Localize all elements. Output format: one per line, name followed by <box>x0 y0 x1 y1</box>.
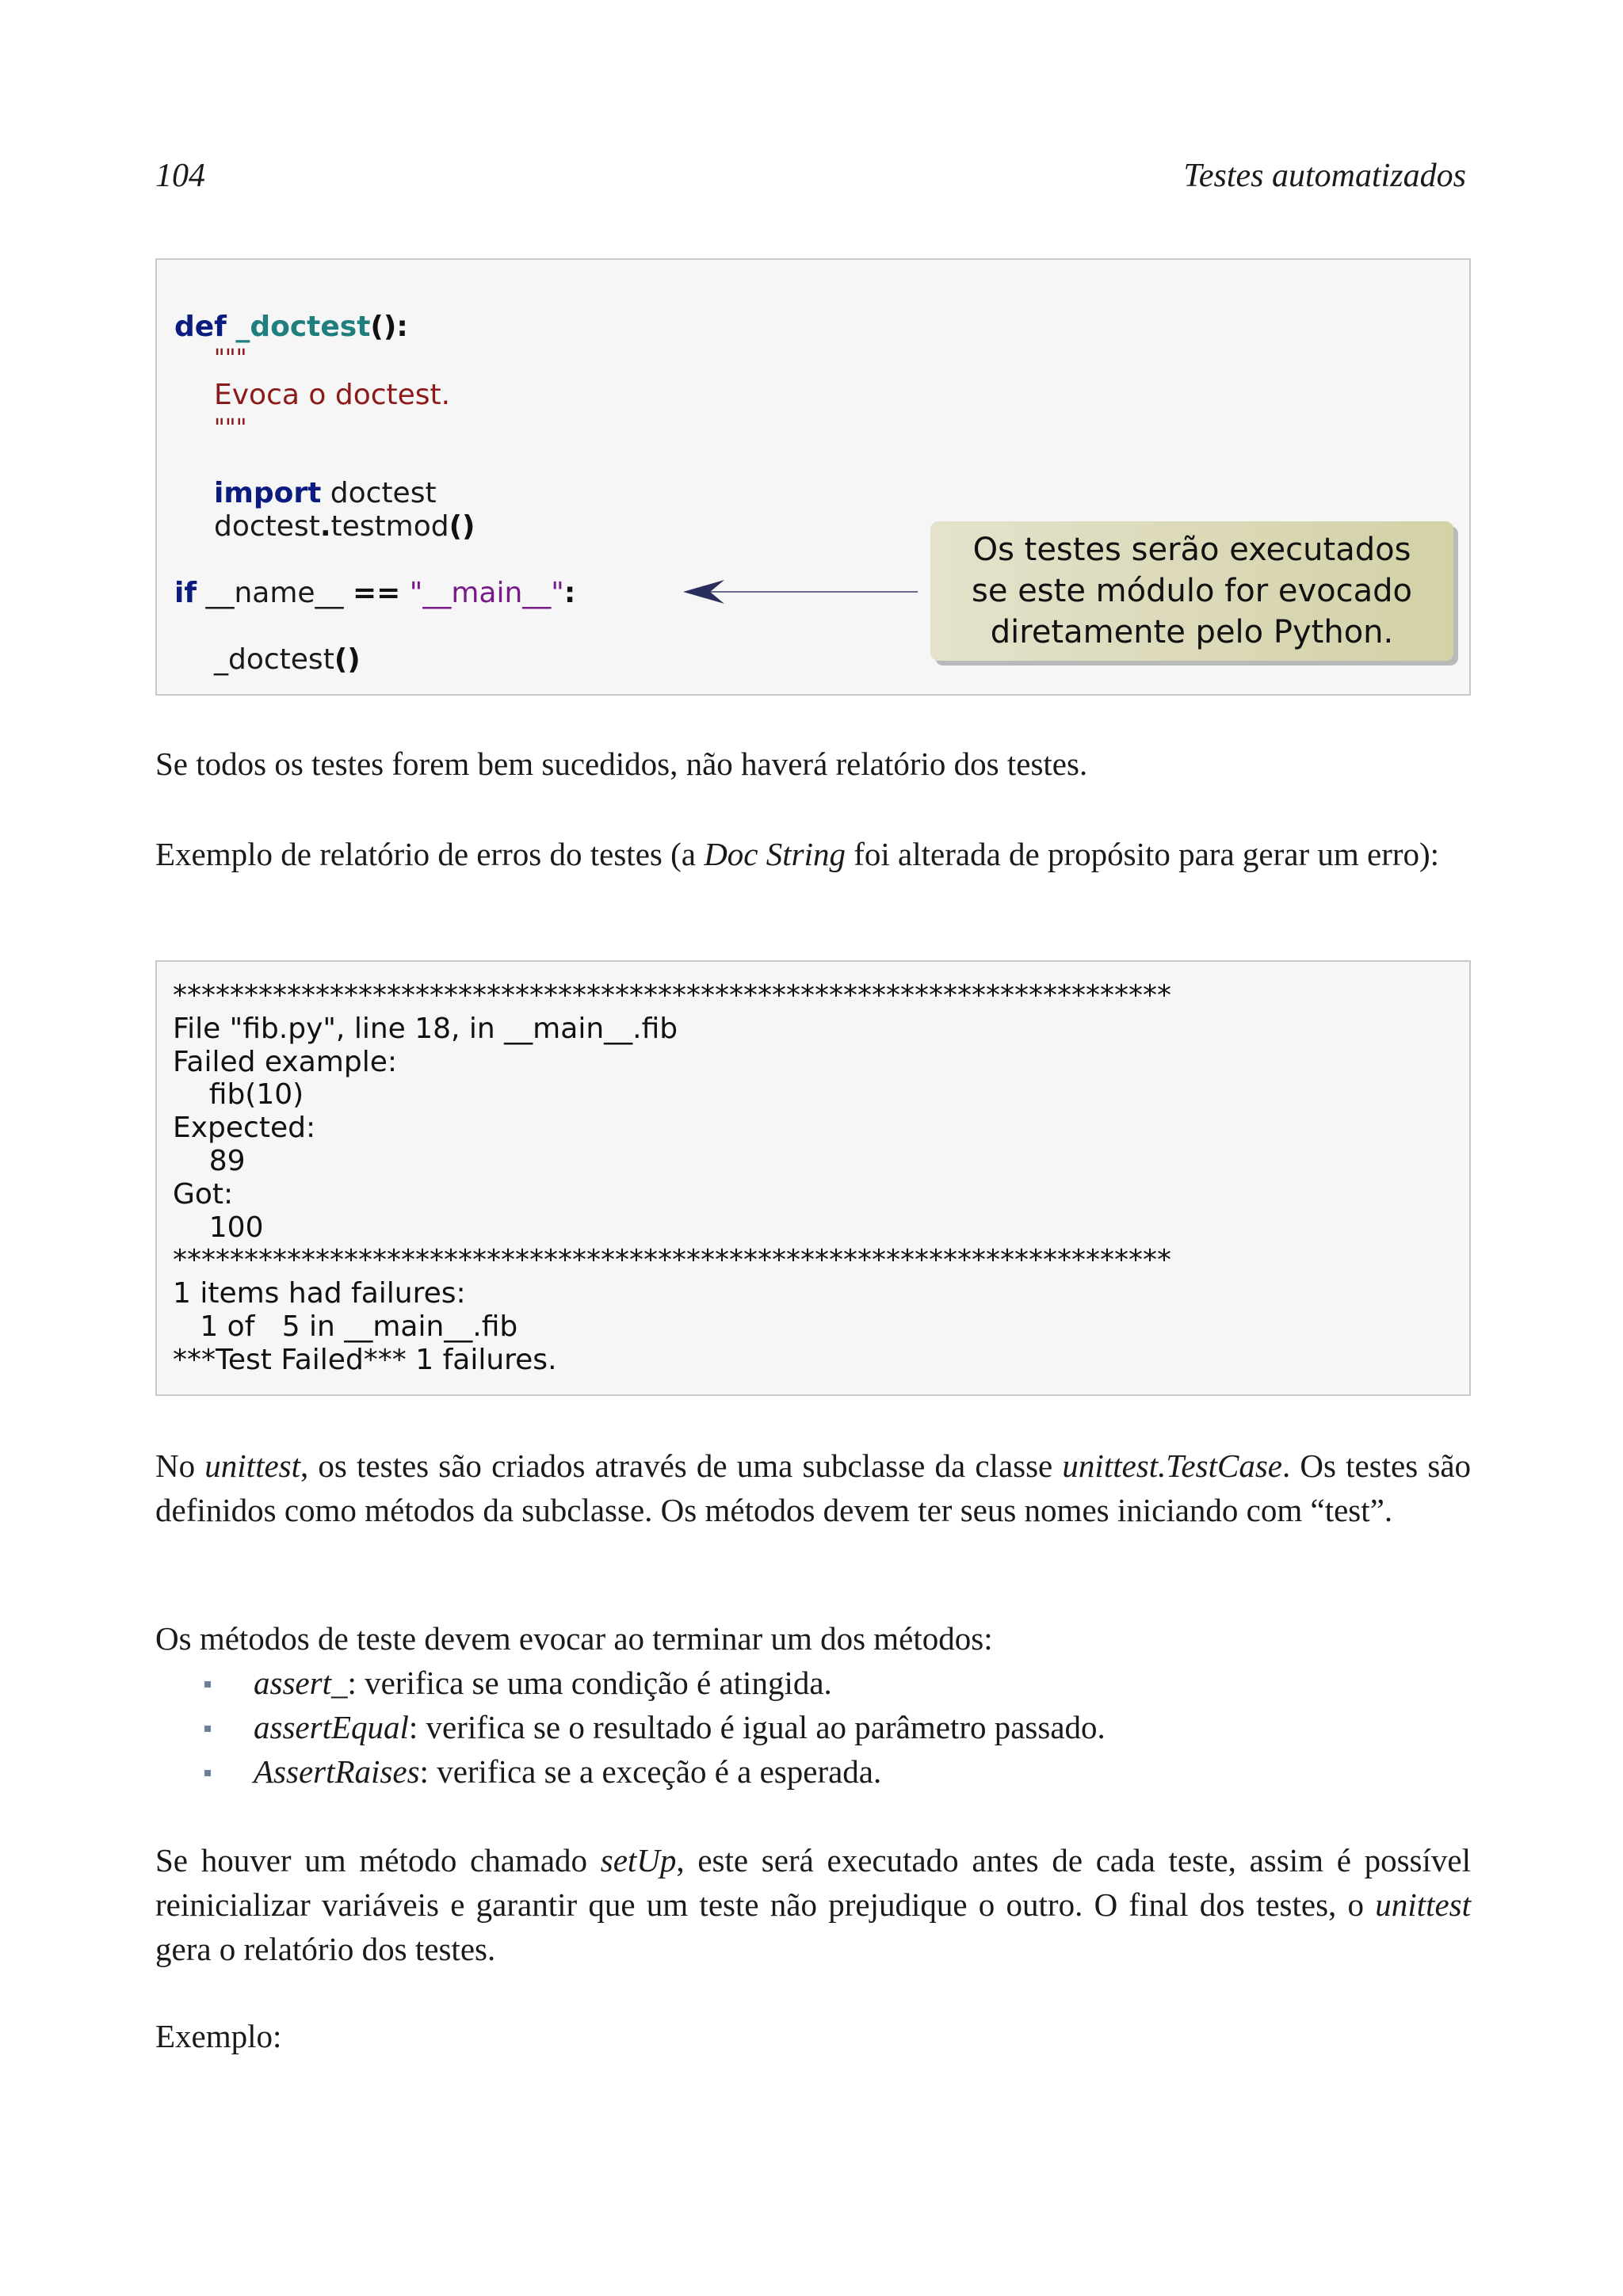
methods-list <box>155 1661 1471 1794</box>
code-import-keyword: import <box>214 477 322 509</box>
code-import-module: doctest <box>321 477 437 509</box>
page-header <box>155 157 1466 201</box>
text-run: foi alterada de propósito para gerar um erro): <box>846 836 1440 872</box>
text-run: Se houver um método chamado <box>155 1842 601 1878</box>
code-name-variable: __name__ <box>197 577 353 609</box>
italic-term: setUp <box>600 1842 677 1878</box>
code-testmod-dot: . <box>319 510 331 543</box>
code-line-if <box>174 577 575 610</box>
code-block-output <box>155 960 1471 1396</box>
text-run: No <box>155 1447 205 1484</box>
italic-term: Doc String <box>704 836 846 872</box>
code-equals-operator: == <box>353 577 401 609</box>
chapter-title: Testes automatizados <box>1183 158 1466 194</box>
code-docstring-close: """ <box>214 414 247 442</box>
paragraph-success: Se todos os testes forem bem sucedidos, não haverá relatório dos testes. <box>155 746 1088 782</box>
method-description: : verifica se o resultado é igual ao parâmetro passado. <box>408 1709 1106 1745</box>
paragraph-setup <box>155 1838 1471 1971</box>
code-main-string: "__main__" <box>400 577 564 609</box>
italic-term: unittest.TestCase <box>1062 1447 1282 1484</box>
code-docstring-text: Evoca o doctest. <box>214 379 451 411</box>
code-testmod-object: doctest <box>214 510 320 543</box>
method-name: assert_ <box>254 1665 348 1701</box>
bullet-icon <box>204 1770 211 1776</box>
method-name: assertEqual <box>254 1709 409 1745</box>
list-item <box>155 1661 1471 1705</box>
paragraph-example: Exemplo: <box>155 2018 282 2054</box>
list-item <box>155 1705 1471 1749</box>
code-line-call <box>214 643 361 677</box>
bullet-icon <box>204 1681 211 1688</box>
code-testmod-parens: () <box>449 510 475 543</box>
text-run: Exemplo de relatório de erros do testes (a <box>155 836 705 872</box>
paragraph-unittest <box>155 1444 1471 1532</box>
arrow-left-icon <box>683 578 921 605</box>
bullet-icon <box>204 1726 211 1732</box>
page-number: 104 <box>155 158 205 194</box>
method-name: AssertRaises <box>254 1753 420 1790</box>
code-line-import <box>214 477 437 510</box>
text-run: . Os testes são definidos como métodos da subclasse. Os métodos devem ter seus nomes iniciando com “test”. <box>155 1447 1472 1528</box>
list-item <box>155 1749 1471 1794</box>
code-testmod-name: testmod <box>330 510 449 543</box>
italic-term: unittest <box>204 1447 300 1484</box>
text-run: , este será executado antes de cada teste, assim é possível reinicializar variáveis e garantir que um teste não prejudique o outro. O final dos testes, o <box>155 1842 1471 1923</box>
italic-term: unittest <box>1375 1886 1471 1923</box>
code-call-name: _doctest <box>214 643 334 676</box>
code-line-testmod <box>214 510 475 543</box>
callout-text: Os testes serão executados se este módulo for evocado diretamente pelo Python. <box>972 532 1412 650</box>
code-func-name: _doctest <box>235 311 371 343</box>
method-description: : verifica se uma condição é atingida. <box>347 1665 832 1701</box>
callout-note <box>930 521 1453 661</box>
code-if-keyword: if <box>174 577 197 609</box>
code-parens: (): <box>370 311 408 343</box>
code-def-keyword: def <box>174 311 227 343</box>
text-run: , os testes são criados através de uma subclasse da classe <box>300 1447 1063 1484</box>
method-description: : verifica se a exceção é a esperada. <box>419 1753 882 1790</box>
code-colon: : <box>563 577 576 609</box>
code-docstring-open: """ <box>214 345 247 372</box>
paragraph-error-example <box>155 832 1471 876</box>
code-call-parens: () <box>334 643 361 676</box>
paragraph-methods-intro: Os métodos de teste devem evocar ao terminar um dos métodos: <box>155 1620 993 1657</box>
code-line-def <box>174 311 408 344</box>
test-output-text: ********************************************************************** File "fib.py", line 18, in __main__.fib Failed example: fib(10) Expected: 89 Got: 100 ********************************************************************** 1 items had failures: 1 of 5 in __main__.fib ***Test Failed*** 1 failures. <box>173 979 1171 1376</box>
text-run: gera o relatório dos testes. <box>155 1931 496 1967</box>
